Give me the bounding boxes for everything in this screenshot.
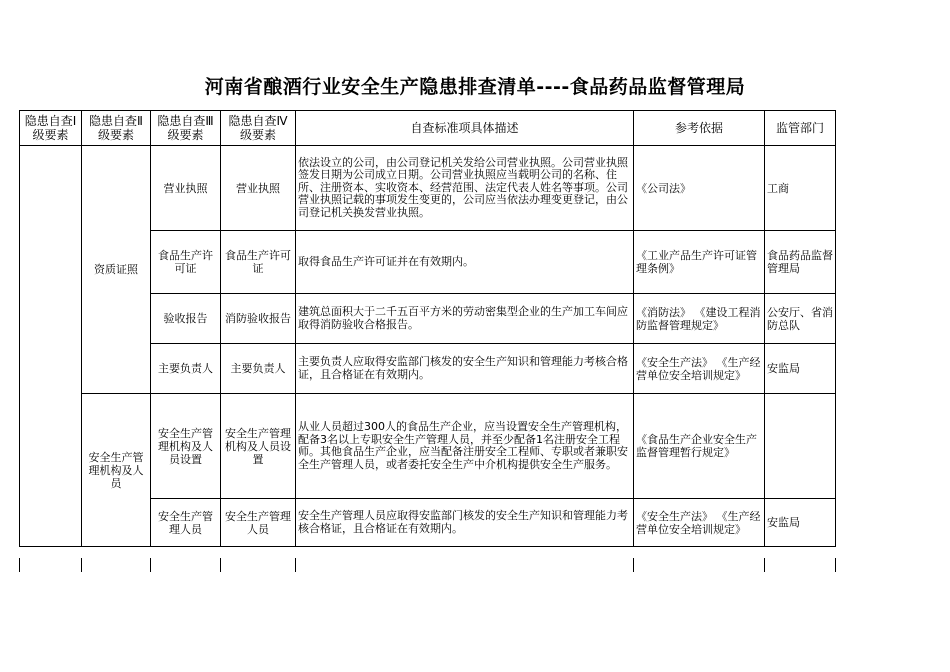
basis-cell: 《公司法》 [634, 146, 765, 231]
department-cell: 食品药品监督管理局 [765, 231, 836, 294]
hazard-checklist-table [19, 110, 836, 547]
level4-cell: 安全生产管理人员 [221, 499, 296, 547]
basis-cell: 《安全生产法》 《生产经营单位安全培训规定》 [634, 344, 765, 394]
level4-cell: 安全生产管理机构及人员设置 [221, 394, 296, 499]
basis-cell: 《消防法》 《建设工程消防监督管理规定》 [634, 294, 765, 344]
table-continuation-lines [19, 558, 835, 572]
header-department: 监管部门 [765, 111, 836, 146]
level3-cell: 营业执照 [151, 146, 221, 231]
level4-cell: 食品生产许可证 [221, 231, 296, 294]
table-row [20, 146, 836, 231]
department-cell: 安监局 [765, 499, 836, 547]
department-cell [765, 394, 836, 499]
header-level4: 隐患自查Ⅳ级要素 [221, 111, 296, 146]
basis-cell: 《工业产品生产许可证管理条例》 [634, 231, 765, 294]
header-level2: 隐患自查Ⅱ级要素 [82, 111, 151, 146]
description-cell: 安全生产管理人员应取得安监部门核发的安全生产知识和管理能力考核合格证，且合格证在有效期内。 [296, 499, 634, 547]
header-row [20, 111, 836, 146]
department-cell: 公安厅、省消防总队 [765, 294, 836, 344]
level3-cell: 验收报告 [151, 294, 221, 344]
level4-cell: 消防验收报告 [221, 294, 296, 344]
department-cell: 安监局 [765, 344, 836, 394]
group-safety-org: 安全生产管理机构及人员 [82, 394, 151, 547]
description-cell: 依法设立的公司，由公司登记机关发给公司营业执照。公司营业执照签发日期为公司成立日期。公司营业执照应当载明公司的名称、住所、注册资本、实收资本、经营范围、法定代表人姓名等事项。公司营业执照记载的事项发生变更的，公司应当依法办理变更登记，由公司登记机关换发营业执照。 [296, 146, 634, 231]
description-cell: 建筑总面积大于二千五百平方米的劳动密集型企业的生产加工车间应取得消防验收合格报告。 [296, 294, 634, 344]
description-cell: 从业人员超过300人的食品生产企业，应当设置安全生产管理机构，配备3名以上专职安全生产管理人员，并至少配备1名注册安全工程师。其他食品生产企业，应当配备注册安全工程师、专职或者兼职安全生产管理人员，或者委托安全生产中介机构提供安全生产服务。 [296, 394, 634, 499]
level4-cell: 主要负责人 [221, 344, 296, 394]
header-level1: 隐患自查Ⅰ级要素 [20, 111, 82, 146]
level1-cell [20, 146, 82, 547]
header-basis: 参考依据 [634, 111, 765, 146]
table-row [20, 394, 836, 499]
header-description: 自查标准项具体描述 [296, 111, 634, 146]
group-qualification: 资质证照 [82, 146, 151, 394]
header-level3: 隐患自查Ⅲ级要素 [151, 111, 221, 146]
basis-cell: 《安全生产法》 《生产经营单位安全培训规定》 [634, 499, 765, 547]
description-cell: 取得食品生产许可证并在有效期内。 [296, 231, 634, 294]
level3-cell: 安全生产管理人员 [151, 499, 221, 547]
description-cell: 主要负责人应取得安监部门核发的安全生产知识和管理能力考核合格证，且合格证在有效期内。 [296, 344, 634, 394]
level3-cell: 安全生产管理机构及人员设置 [151, 394, 221, 499]
level3-cell: 食品生产许可证 [151, 231, 221, 294]
page-title: 河南省酿酒行业安全生产隐患排查清单----食品药品监督管理局 [204, 76, 746, 98]
basis-cell: 《食品生产企业安全生产监督管理暂行规定》 [634, 394, 765, 499]
level3-cell: 主要负责人 [151, 344, 221, 394]
level4-cell: 营业执照 [221, 146, 296, 231]
department-cell: 工商 [765, 146, 836, 231]
